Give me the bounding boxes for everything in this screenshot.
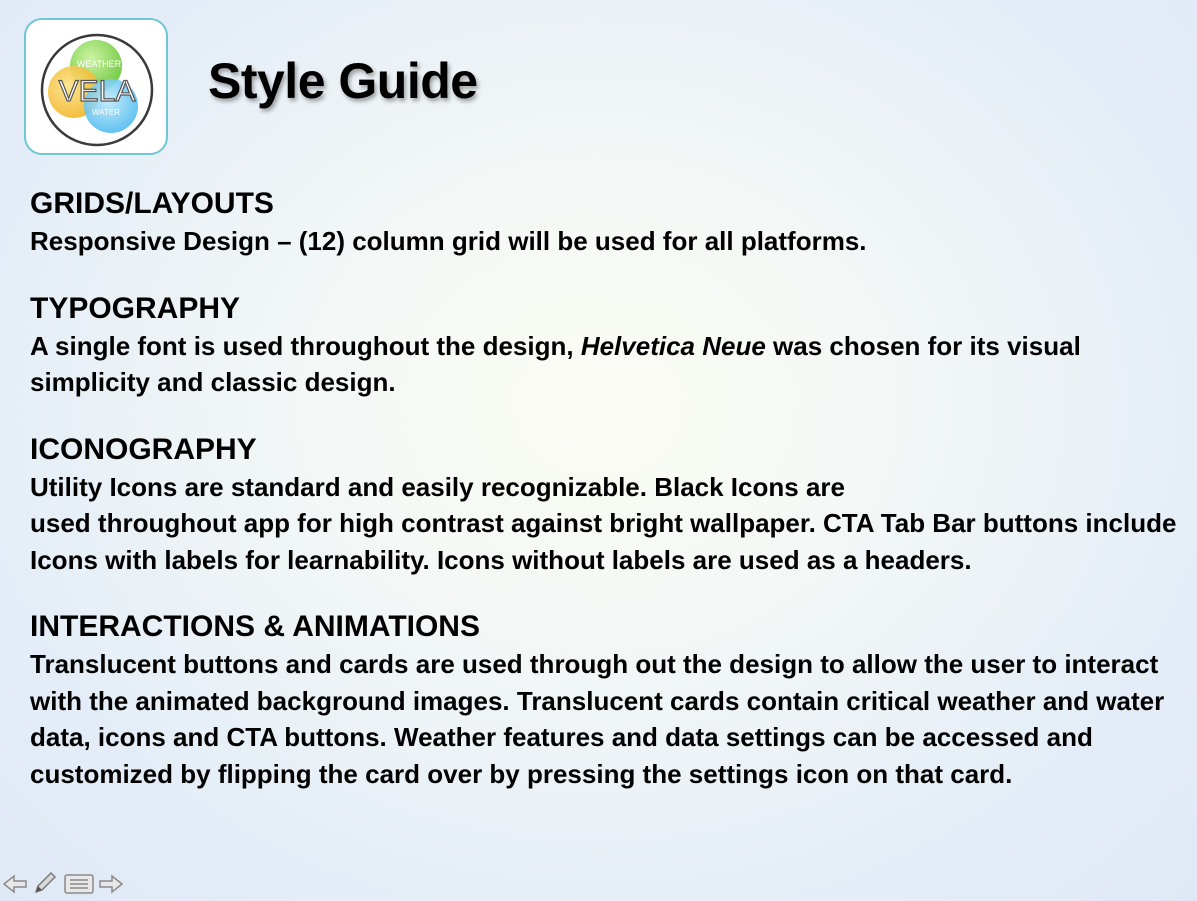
page-title: Style Guide — [208, 53, 478, 109]
section-body-part: was chosen for its visual simplicity and classic design. — [30, 330, 1081, 397]
section-interactions-animations — [30, 608, 1185, 792]
section-heading: ICONOGRAPHY — [30, 432, 257, 466]
logo-bottom-text: WATER — [92, 108, 120, 117]
vela-logo-graphic — [26, 20, 166, 153]
slide-navigation — [2, 870, 126, 898]
section-heading: TYPOGRAPHY — [30, 291, 241, 325]
section-body — [30, 328, 1185, 401]
font-name-emphasis: Helvetica Neue — [580, 330, 766, 361]
section-heading: GRIDS/LAYOUTS — [30, 187, 274, 220]
section-body: Translucent buttons and cards are used through out the design to allow the user to interact with the animated background images. Translucent cards contain critical weather and water data, icons and CTA buttons. Weather features and data settings can be accessed and customized by flipping the card over by pressing the settings icon on that card. — [30, 649, 1165, 789]
section-body-part: A single font is used throughout the design, — [30, 330, 581, 361]
section-iconography — [30, 431, 1185, 579]
logo-main-text: VELA — [58, 75, 136, 108]
section-typography — [30, 290, 1185, 401]
arrow-left-icon[interactable] — [2, 874, 28, 899]
arrow-right-icon[interactable] — [98, 874, 124, 899]
pencil-icon[interactable] — [32, 870, 58, 901]
logo-top-text: WEATHER — [76, 59, 122, 69]
section-grids-layouts — [30, 185, 1185, 260]
menu-icon[interactable] — [64, 874, 94, 899]
app-logo — [24, 18, 168, 155]
section-body — [30, 469, 1185, 579]
section-heading: INTERACTIONS & ANIMATIONS — [30, 610, 480, 643]
style-guide-content — [30, 185, 1185, 822]
section-body-part: Utility Icons are standard and easily recognizable. Black Icons are — [30, 471, 845, 502]
section-body-part: used throughout app for high contrast against bright wallpaper. CTA Tab Bar buttons include Icons with labels for learnability. Icons without labels are used as a headers. — [30, 508, 1177, 575]
section-body: Responsive Design – (12) column grid will be used for all platforms. — [30, 226, 867, 256]
